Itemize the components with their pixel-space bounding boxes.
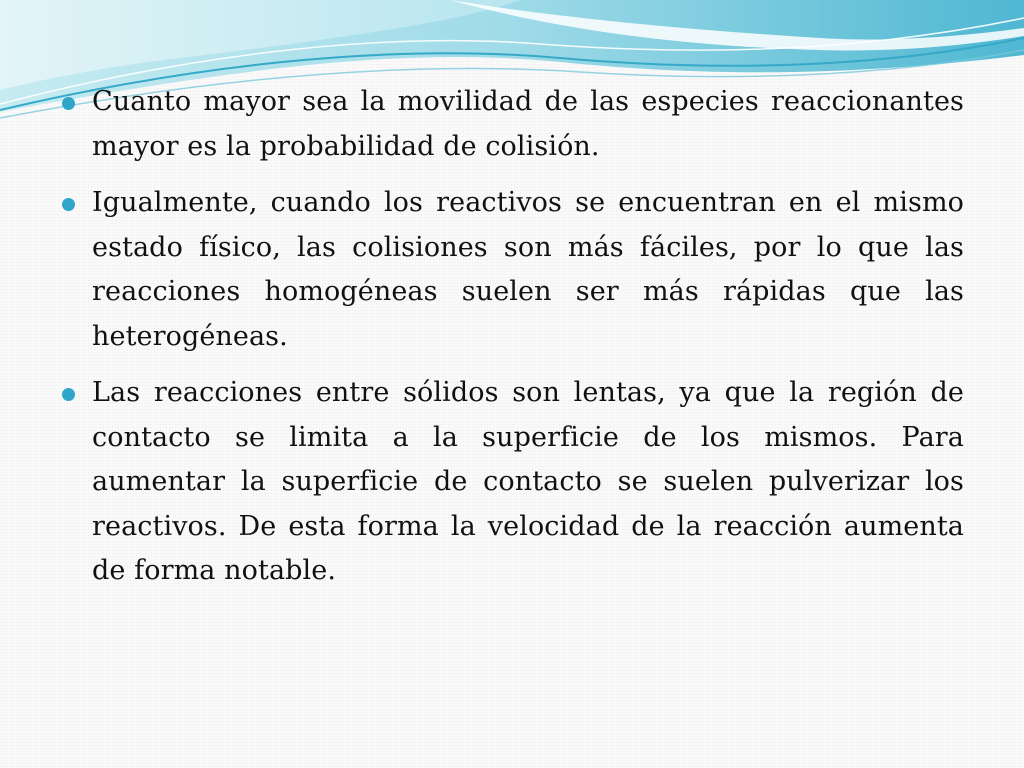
bullet-text: Las reacciones entre sólidos son lentas, ya que la región de contacto se limita a la superficie de los mismos. Para aumentar la superficie de contacto se suelen pulverizar los reactivos. De esta forma la velocidad de la reacción aumenta de forma notable. (92, 377, 964, 586)
bullet-item (62, 181, 964, 359)
bullet-text: Igualmente, cuando los reactivos se encuentran en el mismo estado físico, las colisiones son más fáciles, por lo que las reacciones homogéneas suelen ser más rápidas que las heterogéneas. (92, 187, 964, 352)
bullet-text: Cuanto mayor sea la movilidad de las especies reaccionantes mayor es la probabilidad de colisión. (92, 86, 964, 162)
bullet-list (62, 80, 964, 606)
bullet-dot-icon (62, 388, 75, 401)
bullet-dot-icon (62, 97, 75, 110)
bullet-dot-icon (62, 198, 75, 211)
bullet-item (62, 371, 964, 594)
bullet-item (62, 80, 964, 169)
